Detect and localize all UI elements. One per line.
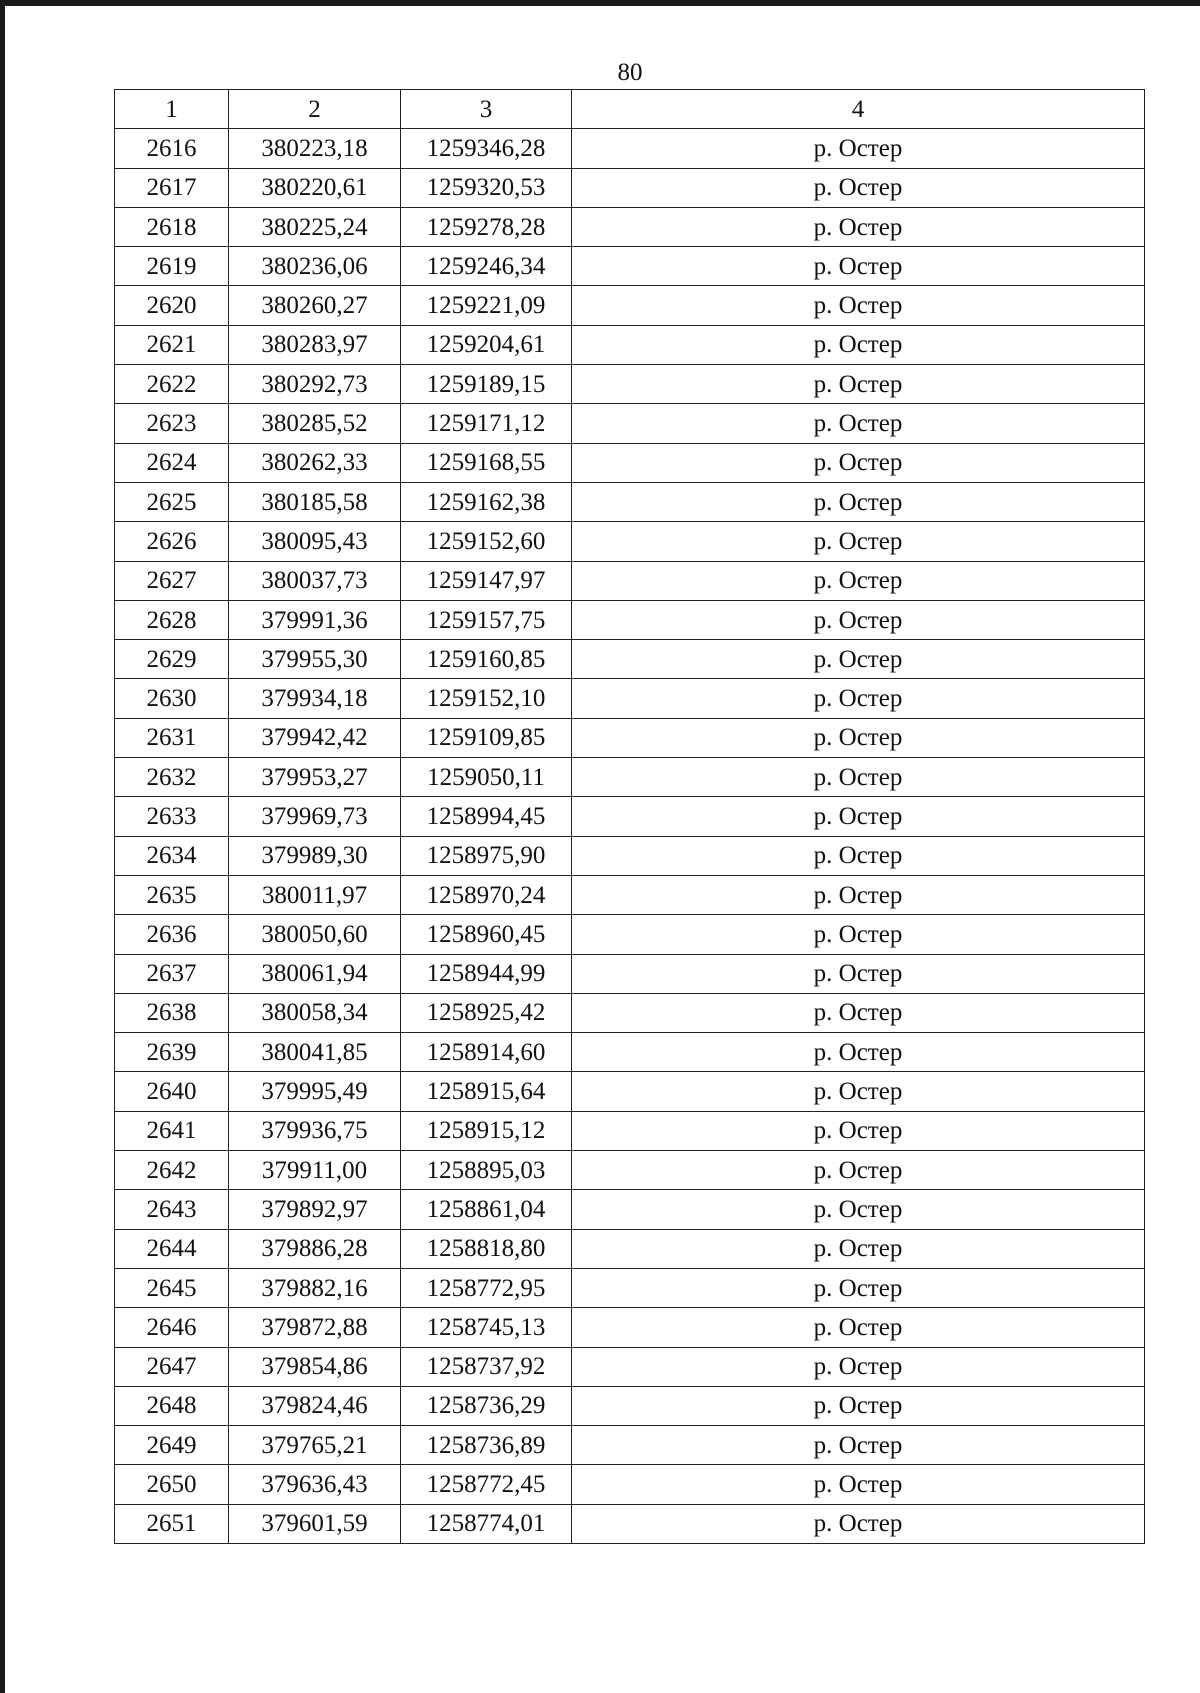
point-number-cell: 2635 bbox=[115, 875, 229, 914]
table-row bbox=[115, 1072, 1145, 1111]
x-coordinate-cell: 379636,43 bbox=[229, 1465, 401, 1504]
point-number-cell: 2625 bbox=[115, 482, 229, 521]
description-cell: р. Остер bbox=[572, 875, 1145, 914]
description-cell: р. Остер bbox=[572, 718, 1145, 757]
description-cell: р. Остер bbox=[572, 679, 1145, 718]
table-row bbox=[115, 1426, 1145, 1465]
x-coordinate-cell: 379989,30 bbox=[229, 836, 401, 875]
point-number-cell: 2621 bbox=[115, 325, 229, 364]
table-row bbox=[115, 758, 1145, 797]
x-coordinate-cell: 379953,27 bbox=[229, 758, 401, 797]
y-coordinate-cell: 1258960,45 bbox=[401, 915, 572, 954]
table-row bbox=[115, 915, 1145, 954]
y-coordinate-cell: 1258970,24 bbox=[401, 875, 572, 914]
y-coordinate-cell: 1258745,13 bbox=[401, 1308, 572, 1347]
y-coordinate-cell: 1258818,80 bbox=[401, 1229, 572, 1268]
description-cell: р. Остер bbox=[572, 325, 1145, 364]
x-coordinate-cell: 379824,46 bbox=[229, 1386, 401, 1425]
point-number-cell: 2647 bbox=[115, 1347, 229, 1386]
x-coordinate-cell: 380011,97 bbox=[229, 875, 401, 914]
y-coordinate-cell: 1259147,97 bbox=[401, 561, 572, 600]
y-coordinate-cell: 1258994,45 bbox=[401, 797, 572, 836]
point-number-cell: 2643 bbox=[115, 1190, 229, 1229]
table-row bbox=[115, 797, 1145, 836]
x-coordinate-cell: 379969,73 bbox=[229, 797, 401, 836]
table-row bbox=[115, 875, 1145, 914]
description-cell: р. Остер bbox=[572, 1347, 1145, 1386]
description-cell: р. Остер bbox=[572, 915, 1145, 954]
table-body bbox=[115, 129, 1145, 1544]
point-number-cell: 2637 bbox=[115, 954, 229, 993]
point-number-cell: 2618 bbox=[115, 207, 229, 246]
table-row bbox=[115, 954, 1145, 993]
point-number-cell: 2645 bbox=[115, 1268, 229, 1307]
y-coordinate-cell: 1259221,09 bbox=[401, 286, 572, 325]
scan-edge-top bbox=[0, 0, 1200, 6]
description-cell: р. Остер bbox=[572, 365, 1145, 404]
x-coordinate-cell: 380058,34 bbox=[229, 993, 401, 1032]
x-coordinate-cell: 379911,00 bbox=[229, 1151, 401, 1190]
y-coordinate-cell: 1259171,12 bbox=[401, 404, 572, 443]
x-coordinate-cell: 380061,94 bbox=[229, 954, 401, 993]
table-row bbox=[115, 1229, 1145, 1268]
point-number-cell: 2641 bbox=[115, 1111, 229, 1150]
table-row bbox=[115, 325, 1145, 364]
table-row bbox=[115, 1190, 1145, 1229]
y-coordinate-cell: 1259246,34 bbox=[401, 247, 572, 286]
table-row bbox=[115, 600, 1145, 639]
point-number-cell: 2630 bbox=[115, 679, 229, 718]
y-coordinate-cell: 1259278,28 bbox=[401, 207, 572, 246]
x-coordinate-cell: 380260,27 bbox=[229, 286, 401, 325]
y-coordinate-cell: 1259346,28 bbox=[401, 129, 572, 168]
description-cell: р. Остер bbox=[572, 836, 1145, 875]
page-number: 80 bbox=[617, 59, 643, 86]
description-cell: р. Остер bbox=[572, 561, 1145, 600]
x-coordinate-cell: 379955,30 bbox=[229, 640, 401, 679]
x-coordinate-cell: 380050,60 bbox=[229, 915, 401, 954]
x-coordinate-cell: 379872,88 bbox=[229, 1308, 401, 1347]
point-number-cell: 2619 bbox=[115, 247, 229, 286]
description-cell: р. Остер bbox=[572, 482, 1145, 521]
y-coordinate-cell: 1258772,95 bbox=[401, 1268, 572, 1307]
description-cell: р. Остер bbox=[572, 522, 1145, 561]
point-number-cell: 2622 bbox=[115, 365, 229, 404]
x-coordinate-cell: 380220,61 bbox=[229, 168, 401, 207]
x-coordinate-cell: 379892,97 bbox=[229, 1190, 401, 1229]
point-number-cell: 2620 bbox=[115, 286, 229, 325]
x-coordinate-cell: 380095,43 bbox=[229, 522, 401, 561]
point-number-cell: 2651 bbox=[115, 1504, 229, 1543]
column-header: 3 bbox=[401, 90, 572, 129]
description-cell: р. Остер bbox=[572, 954, 1145, 993]
y-coordinate-cell: 1259204,61 bbox=[401, 325, 572, 364]
description-cell: р. Остер bbox=[572, 129, 1145, 168]
table-row bbox=[115, 129, 1145, 168]
point-number-cell: 2648 bbox=[115, 1386, 229, 1425]
y-coordinate-cell: 1258915,12 bbox=[401, 1111, 572, 1150]
point-number-cell: 2646 bbox=[115, 1308, 229, 1347]
y-coordinate-cell: 1258774,01 bbox=[401, 1504, 572, 1543]
point-number-cell: 2649 bbox=[115, 1426, 229, 1465]
y-coordinate-cell: 1258737,92 bbox=[401, 1347, 572, 1386]
y-coordinate-cell: 1259109,85 bbox=[401, 718, 572, 757]
table-row bbox=[115, 168, 1145, 207]
table-row bbox=[115, 522, 1145, 561]
y-coordinate-cell: 1258772,45 bbox=[401, 1465, 572, 1504]
x-coordinate-cell: 379882,16 bbox=[229, 1268, 401, 1307]
y-coordinate-cell: 1259152,10 bbox=[401, 679, 572, 718]
point-number-cell: 2632 bbox=[115, 758, 229, 797]
table-row bbox=[115, 836, 1145, 875]
point-number-cell: 2650 bbox=[115, 1465, 229, 1504]
y-coordinate-cell: 1258944,99 bbox=[401, 954, 572, 993]
x-coordinate-cell: 380285,52 bbox=[229, 404, 401, 443]
table-row bbox=[115, 1465, 1145, 1504]
x-coordinate-cell: 380262,33 bbox=[229, 443, 401, 482]
scan-edge-left bbox=[0, 0, 5, 1693]
table-row bbox=[115, 1347, 1145, 1386]
point-number-cell: 2633 bbox=[115, 797, 229, 836]
description-cell: р. Остер bbox=[572, 600, 1145, 639]
point-number-cell: 2629 bbox=[115, 640, 229, 679]
description-cell: р. Остер bbox=[572, 1190, 1145, 1229]
description-cell: р. Остер bbox=[572, 1426, 1145, 1465]
description-cell: р. Остер bbox=[572, 797, 1145, 836]
x-coordinate-cell: 379934,18 bbox=[229, 679, 401, 718]
point-number-cell: 2640 bbox=[115, 1072, 229, 1111]
description-cell: р. Остер bbox=[572, 1229, 1145, 1268]
column-header: 4 bbox=[572, 90, 1145, 129]
y-coordinate-cell: 1259168,55 bbox=[401, 443, 572, 482]
description-cell: р. Остер bbox=[572, 993, 1145, 1032]
point-number-cell: 2636 bbox=[115, 915, 229, 954]
table-row bbox=[115, 286, 1145, 325]
description-cell: р. Остер bbox=[572, 1308, 1145, 1347]
table-row bbox=[115, 1268, 1145, 1307]
description-cell: р. Остер bbox=[572, 1268, 1145, 1307]
x-coordinate-cell: 379991,36 bbox=[229, 600, 401, 639]
table-row bbox=[115, 1111, 1145, 1150]
table-row bbox=[115, 1151, 1145, 1190]
y-coordinate-cell: 1258975,90 bbox=[401, 836, 572, 875]
y-coordinate-cell: 1258925,42 bbox=[401, 993, 572, 1032]
x-coordinate-cell: 380185,58 bbox=[229, 482, 401, 521]
table-row bbox=[115, 993, 1145, 1032]
table-row bbox=[115, 640, 1145, 679]
description-cell: р. Остер bbox=[572, 758, 1145, 797]
table-row bbox=[115, 1504, 1145, 1543]
table-row bbox=[115, 1308, 1145, 1347]
point-number-cell: 2639 bbox=[115, 1033, 229, 1072]
table-row bbox=[115, 482, 1145, 521]
y-coordinate-cell: 1258895,03 bbox=[401, 1151, 572, 1190]
point-number-cell: 2626 bbox=[115, 522, 229, 561]
x-coordinate-cell: 379936,75 bbox=[229, 1111, 401, 1150]
column-header: 1 bbox=[115, 90, 229, 129]
table-row bbox=[115, 1386, 1145, 1425]
y-coordinate-cell: 1258861,04 bbox=[401, 1190, 572, 1229]
description-cell: р. Остер bbox=[572, 1151, 1145, 1190]
table-row bbox=[115, 247, 1145, 286]
point-number-cell: 2638 bbox=[115, 993, 229, 1032]
table-row bbox=[115, 443, 1145, 482]
point-number-cell: 2628 bbox=[115, 600, 229, 639]
description-cell: р. Остер bbox=[572, 168, 1145, 207]
description-cell: р. Остер bbox=[572, 1504, 1145, 1543]
point-number-cell: 2644 bbox=[115, 1229, 229, 1268]
description-cell: р. Остер bbox=[572, 640, 1145, 679]
table-row bbox=[115, 404, 1145, 443]
description-cell: р. Остер bbox=[572, 443, 1145, 482]
point-number-cell: 2627 bbox=[115, 561, 229, 600]
point-number-cell: 2642 bbox=[115, 1151, 229, 1190]
table-row bbox=[115, 561, 1145, 600]
table-row bbox=[115, 1033, 1145, 1072]
point-number-cell: 2634 bbox=[115, 836, 229, 875]
x-coordinate-cell: 379886,28 bbox=[229, 1229, 401, 1268]
y-coordinate-cell: 1259320,53 bbox=[401, 168, 572, 207]
x-coordinate-cell: 380283,97 bbox=[229, 325, 401, 364]
description-cell: р. Остер bbox=[572, 1465, 1145, 1504]
y-coordinate-cell: 1258915,64 bbox=[401, 1072, 572, 1111]
table-row bbox=[115, 679, 1145, 718]
x-coordinate-cell: 379995,49 bbox=[229, 1072, 401, 1111]
point-number-cell: 2624 bbox=[115, 443, 229, 482]
description-cell: р. Остер bbox=[572, 207, 1145, 246]
table-row bbox=[115, 718, 1145, 757]
description-cell: р. Остер bbox=[572, 1033, 1145, 1072]
x-coordinate-cell: 380041,85 bbox=[229, 1033, 401, 1072]
x-coordinate-cell: 379854,86 bbox=[229, 1347, 401, 1386]
x-coordinate-cell: 380292,73 bbox=[229, 365, 401, 404]
point-number-cell: 2623 bbox=[115, 404, 229, 443]
table-row bbox=[115, 207, 1145, 246]
point-number-cell: 2617 bbox=[115, 168, 229, 207]
x-coordinate-cell: 379601,59 bbox=[229, 1504, 401, 1543]
description-cell: р. Остер bbox=[572, 1072, 1145, 1111]
x-coordinate-cell: 380225,24 bbox=[229, 207, 401, 246]
y-coordinate-cell: 1259189,15 bbox=[401, 365, 572, 404]
x-coordinate-cell: 379942,42 bbox=[229, 718, 401, 757]
y-coordinate-cell: 1259162,38 bbox=[401, 482, 572, 521]
description-cell: р. Остер bbox=[572, 1386, 1145, 1425]
description-cell: р. Остер bbox=[572, 247, 1145, 286]
column-header: 2 bbox=[229, 90, 401, 129]
x-coordinate-cell: 380223,18 bbox=[229, 129, 401, 168]
description-cell: р. Остер bbox=[572, 286, 1145, 325]
description-cell: р. Остер bbox=[572, 404, 1145, 443]
coordinates-table bbox=[114, 89, 1145, 1544]
point-number-cell: 2616 bbox=[115, 129, 229, 168]
table-row bbox=[115, 365, 1145, 404]
y-coordinate-cell: 1259160,85 bbox=[401, 640, 572, 679]
y-coordinate-cell: 1259050,11 bbox=[401, 758, 572, 797]
x-coordinate-cell: 379765,21 bbox=[229, 1426, 401, 1465]
table-header-row bbox=[115, 90, 1145, 129]
y-coordinate-cell: 1259157,75 bbox=[401, 600, 572, 639]
y-coordinate-cell: 1258914,60 bbox=[401, 1033, 572, 1072]
y-coordinate-cell: 1259152,60 bbox=[401, 522, 572, 561]
y-coordinate-cell: 1258736,89 bbox=[401, 1426, 572, 1465]
x-coordinate-cell: 380037,73 bbox=[229, 561, 401, 600]
x-coordinate-cell: 380236,06 bbox=[229, 247, 401, 286]
point-number-cell: 2631 bbox=[115, 718, 229, 757]
y-coordinate-cell: 1258736,29 bbox=[401, 1386, 572, 1425]
description-cell: р. Остер bbox=[572, 1111, 1145, 1150]
